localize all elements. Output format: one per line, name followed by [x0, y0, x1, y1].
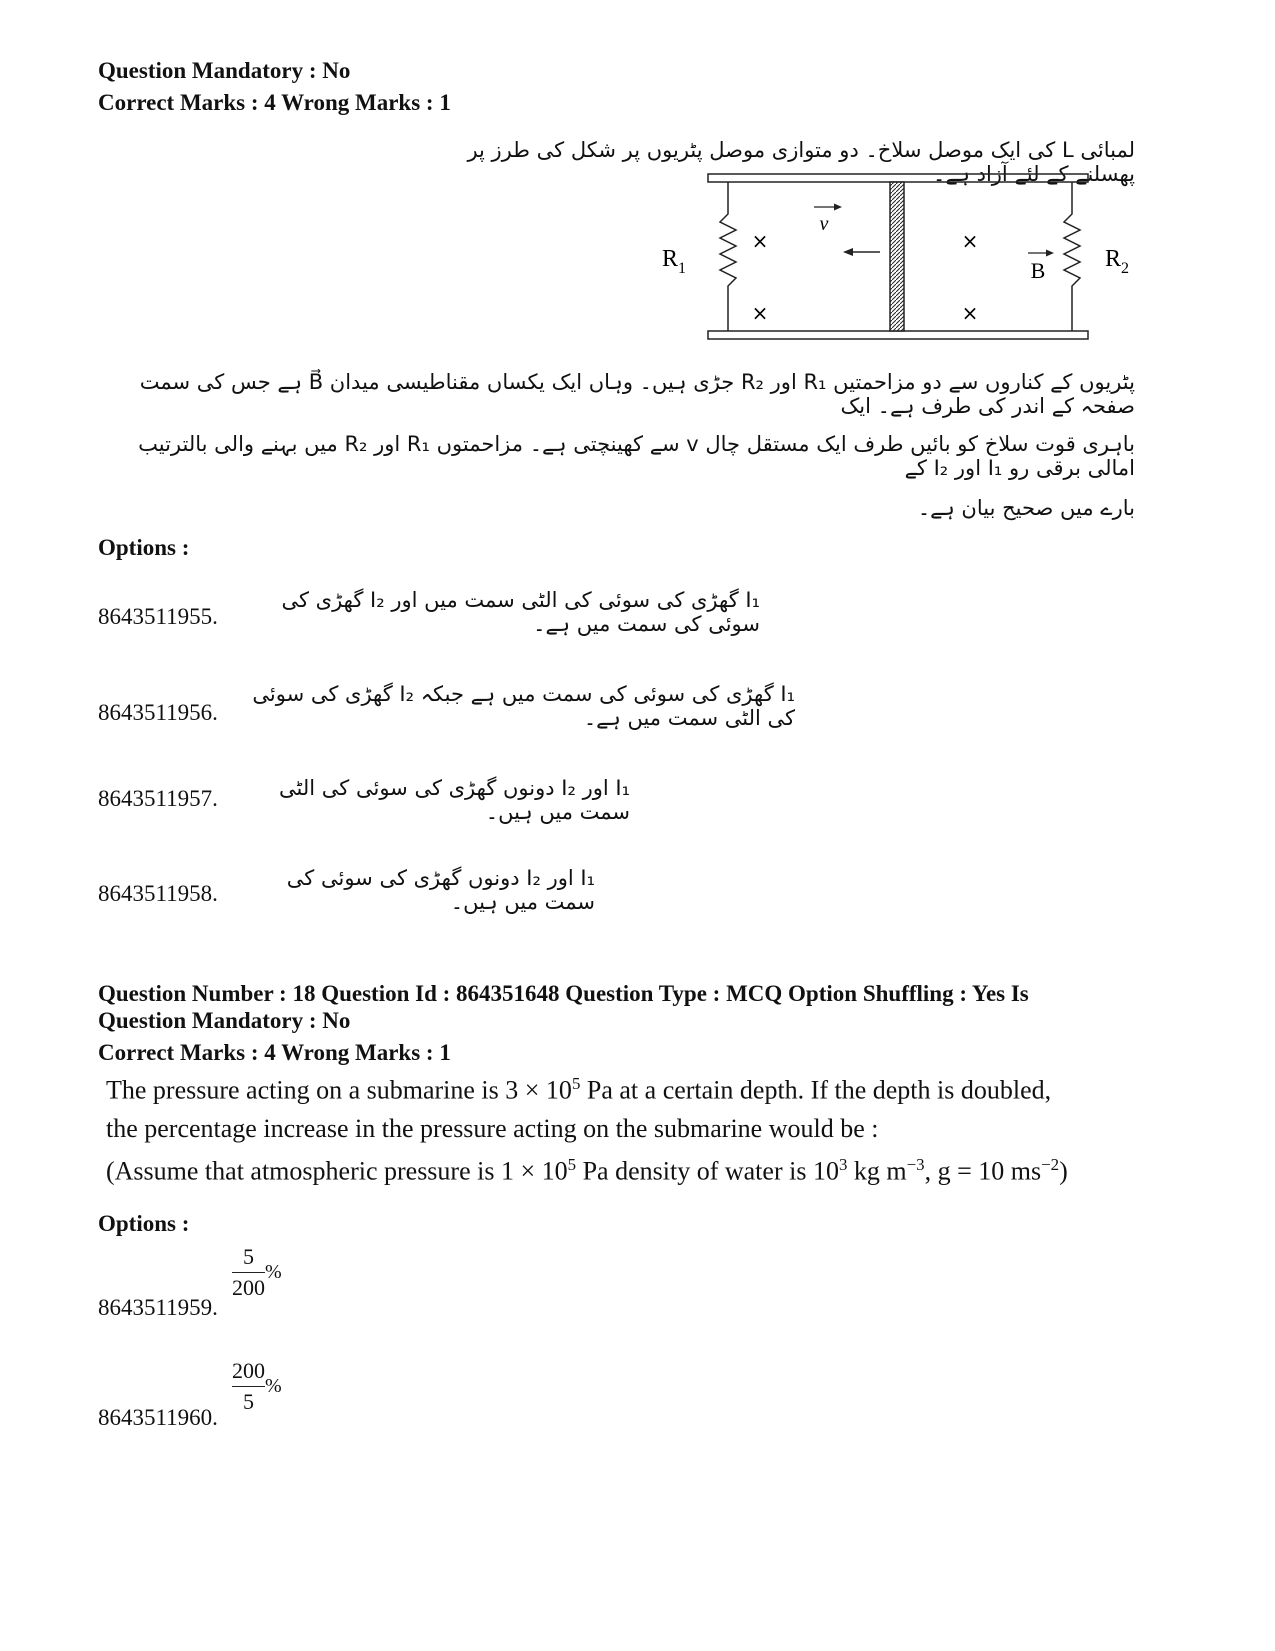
option-id: 8643511955. [98, 604, 218, 629]
rail-circuit-diagram [640, 168, 1160, 346]
percent-sign: % [265, 1261, 282, 1283]
q18-stem-line3: (Assume that atmospheric pressure is $1 \times 10^5$ Pa density of water is $10^3$ kg $m^{-3}$, g = 10 $ms^{-2}$) [106, 1155, 1068, 1186]
option-id: 8643511957. [98, 786, 218, 811]
fraction-numerator: 5 [243, 1244, 254, 1269]
option-id: 8643511959. [98, 1295, 218, 1320]
q17-stem-line3: باہری قوت سلاخ کو بائیں طرف ایک مستقل چال v سے کھینچتی ہے۔ مزاحمتوں R₁ اور R₂ میں بہنے والی بالترتیب امالی برقی رو I₁ اور I₂ کے [138, 432, 1135, 480]
velocity-label: v [819, 213, 829, 235]
fraction-denominator: 200 [232, 1275, 265, 1300]
q17-options-label: Options : [98, 535, 190, 560]
q17-stem-line4: بارے میں صحیح بیان ہے۔ [917, 496, 1135, 520]
field-cross: × [961, 301, 979, 325]
option-text[interactable]: I₁ گھڑی کی سوئی کی الٹی سمت میں اور I₂ گھڑی کی سوئی کی سمت میں ہے۔ [281, 588, 760, 636]
field-cross: × [751, 301, 769, 325]
field-cross: × [961, 229, 979, 253]
option-text[interactable]: I₁ اور I₂ دونوں گھڑی کی سوئی کی الٹی سمت میں ہیں۔ [279, 776, 630, 824]
option-fraction[interactable] [232, 1244, 282, 1301]
q17-marks: Correct Marks : 4 Wrong Marks : 1 [98, 90, 451, 115]
q17-stem-line1: لمبائی L کی ایک موصل سلاخ۔ دو متوازی موصل پٹریوں پر شکل کی طرز پر پھسلنے کے لئے آزاد ہے۔ [467, 138, 1135, 186]
q18-header-line1: Question Number : 18 Question Id : 864351648 Question Type : MCQ Option Shuffling : Yes Is [98, 981, 1029, 1006]
fraction-denominator: 5 [243, 1389, 254, 1414]
top-rail [708, 174, 1088, 182]
option-fraction[interactable] [232, 1358, 282, 1415]
percent-sign: % [265, 1375, 282, 1397]
q17-mandatory: Question Mandatory : No [98, 58, 351, 83]
q18-header-line2: Question Mandatory : No [98, 1008, 351, 1033]
option-id: 8643511958. [98, 881, 218, 906]
option-text[interactable]: I₁ گھڑی کی سوئی کی سمت میں ہے جبکہ I₂ گھڑی کی سوئی کی الٹی سمت میں ہے۔ [252, 682, 795, 730]
bottom-rail [708, 331, 1088, 339]
sliding-rod [890, 182, 904, 331]
velocity-arrowhead [843, 248, 853, 256]
resistor-r2 [1064, 182, 1080, 331]
option-id: 8643511956. [98, 700, 218, 725]
resistor-r1 [720, 182, 736, 331]
fraction-numerator: 200 [232, 1358, 265, 1383]
option-id: 8643511960. [98, 1405, 218, 1430]
field-cross: × [751, 229, 769, 253]
q18-stem-line1: The pressure acting on a submarine is $3 \times 10^5$ Pa at a certain depth. If the depth is doubled, [106, 1074, 1052, 1105]
q18-options-label: Options : [98, 1211, 190, 1236]
magnetic-field-label: B [1030, 258, 1046, 283]
r1-label: $R_1$ [662, 246, 687, 277]
q17-stem-line2: پٹریوں کے کناروں سے دو مزاحمتیں R₁ اور R₂ جڑی ہیں۔ وہاں ایک یکساں مقناطیسی میدان B⃗ ہے جس کی سمت صفحہ کے اندر کی طرف ہے۔ ایک [139, 370, 1135, 418]
q18-stem-line2: the percentage increase in the pressure acting on the submarine would be : [106, 1114, 879, 1143]
q18-marks: Correct Marks : 4 Wrong Marks : 1 [98, 1040, 451, 1065]
r2-label: $R_2$ [1105, 246, 1130, 277]
option-text[interactable]: I₁ اور I₂ دونوں گھڑی کی سوئی کی سمت میں ہیں۔ [286, 866, 595, 914]
